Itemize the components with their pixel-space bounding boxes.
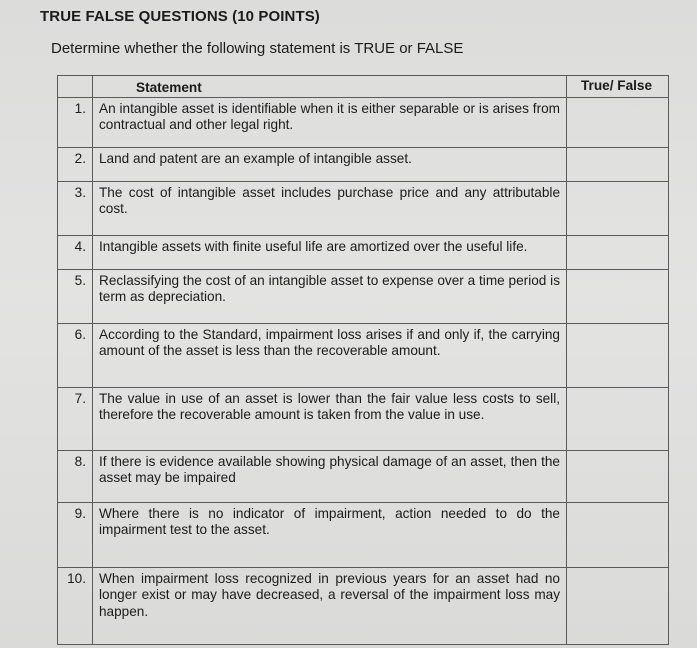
- question-statement: According to the Standard, impairment loss arises if and only if, the carrying amount of the asset is less than the recoverable amount.: [93, 323, 567, 387]
- answer-cell[interactable]: [567, 97, 669, 147]
- question-number: 4.: [58, 235, 93, 269]
- table-row: [58, 235, 669, 269]
- question-statement: When impairment loss recognized in previous years for an asset had no longer exist or may have decreased, a reversal of the impairment loss may happen.: [93, 567, 567, 644]
- answer-cell[interactable]: [567, 235, 669, 269]
- question-number: 1.: [58, 97, 93, 147]
- table-header-row: [58, 76, 669, 98]
- answer-cell[interactable]: [567, 502, 669, 567]
- question-statement: If there is evidence available showing physical damage of an asset, then the asset may be impaired: [93, 450, 567, 502]
- page-title: TRUE FALSE QUESTIONS (10 POINTS): [40, 8, 320, 25]
- question-statement: An intangible asset is identifiable when it is either separable or is arises from contractual and other legal right.: [93, 97, 567, 147]
- table-row: [58, 502, 669, 567]
- table-row: [58, 567, 669, 644]
- answer-cell[interactable]: [567, 181, 669, 235]
- question-number: 10.: [58, 567, 93, 644]
- answer-cell[interactable]: [567, 323, 669, 387]
- table-row: [58, 147, 669, 181]
- table-row: [58, 450, 669, 502]
- column-header-true-false: True/ False: [567, 76, 669, 98]
- table-row: [58, 181, 669, 235]
- column-header-number: [58, 76, 93, 98]
- question-statement: The value in use of an asset is lower than the fair value less costs to sell, therefore the recoverable amount is taken from the value in use.: [93, 387, 567, 450]
- question-statement: The cost of intangible asset includes purchase price and any attributable cost.: [93, 181, 567, 235]
- column-header-statement: Statement: [93, 76, 567, 98]
- instruction-text: Determine whether the following statement is TRUE or FALSE: [51, 40, 464, 57]
- table-row: [58, 269, 669, 323]
- question-statement: Intangible assets with finite useful life are amortized over the useful life.: [93, 235, 567, 269]
- question-statement: Reclassifying the cost of an intangible asset to expense over a time period is term as depreciation.: [93, 269, 567, 323]
- question-number: 5.: [58, 269, 93, 323]
- question-statement: Where there is no indicator of impairment, action needed to do the impairment test to the asset.: [93, 502, 567, 567]
- question-number: 3.: [58, 181, 93, 235]
- table-row: [58, 387, 669, 450]
- table-row: [58, 97, 669, 147]
- question-number: 2.: [58, 147, 93, 181]
- true-false-table: [57, 75, 669, 645]
- table-row: [58, 323, 669, 387]
- question-number: 7.: [58, 387, 93, 450]
- question-statement: Land and patent are an example of intangible asset.: [93, 147, 567, 181]
- answer-cell[interactable]: [567, 450, 669, 502]
- answer-cell[interactable]: [567, 567, 669, 644]
- answer-cell[interactable]: [567, 387, 669, 450]
- answer-cell[interactable]: [567, 147, 669, 181]
- question-number: 8.: [58, 450, 93, 502]
- answer-cell[interactable]: [567, 269, 669, 323]
- question-number: 6.: [58, 323, 93, 387]
- question-number: 9.: [58, 502, 93, 567]
